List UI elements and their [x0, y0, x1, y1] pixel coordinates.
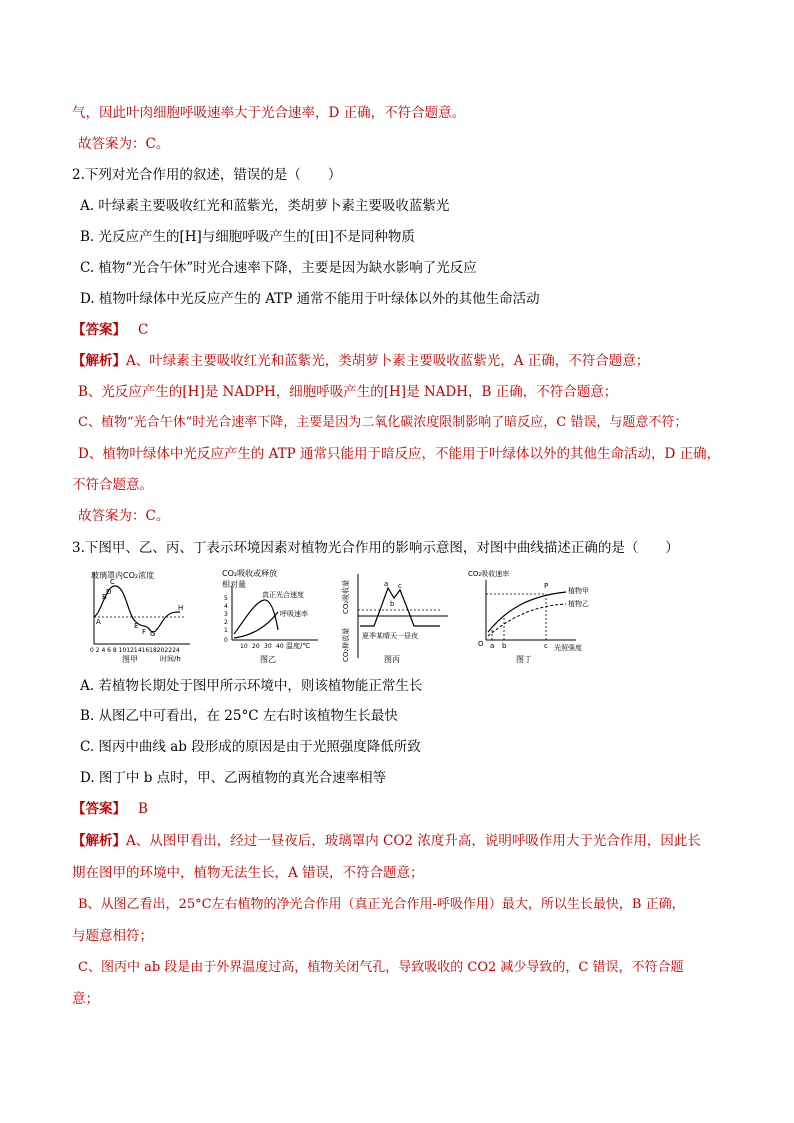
q2-option-b: B. 光反应产生的[H]与细胞呼吸产生的[田]不是同种物质	[80, 229, 415, 245]
svg-text:10: 10	[240, 643, 248, 650]
figure-row	[88, 566, 648, 668]
yi-xunit: 温度/℃	[286, 642, 311, 650]
q3-explanation-c1: C、图丙中 ab 段是由于外界温度过高，植物关闭气孔，导致吸收的 CO2 减少导致的，C 错误，不符合题	[78, 960, 684, 975]
yi-ylabel-2: 相对量	[222, 580, 246, 589]
q3-explanation-c2: 意；	[72, 991, 99, 1007]
q2-option-c: C. 植物“光合午休”时光合速率下降，主要是因为缺水影响了光反应	[80, 260, 477, 276]
bing-ylabel-bottom: CO₂释放量	[342, 627, 350, 662]
ding-point-b: b	[502, 642, 507, 650]
answer-value: B	[138, 801, 148, 817]
yi-ylabel-1: CO₂吸收或释放	[222, 569, 278, 578]
answer-summary: 故答案为：C。	[78, 136, 170, 152]
figure-ding	[466, 566, 636, 668]
answer-tag: 【答案】	[72, 322, 126, 338]
bing-caption: 图丙	[384, 655, 400, 664]
jia-point-b: B	[102, 593, 107, 601]
q2-explanation-d1: D、植物叶绿体中光反应产生的 ATP 通常只能用于暗反应，不能用于叶绿体以外的其他生命活动，D 正确，	[78, 446, 721, 462]
jia-caption: 图甲	[122, 655, 138, 664]
q2-option-a: A. 叶绿素主要吸收红光和蓝紫光，类胡萝卜素主要吸收蓝紫光	[80, 198, 450, 214]
svg-text:2: 2	[224, 619, 228, 626]
bing-point-b: b	[390, 600, 395, 608]
jia-ylabel: 玻璃罩内CO₂浓度	[91, 571, 155, 580]
q3-option-c: C. 图丙中曲线 ab 段形成的原因是由于光照强度降低所致	[80, 739, 421, 755]
q2-explanation-a: 【解析】A、叶绿素主要吸收红光和蓝紫光，类胡萝卜素主要吸收蓝紫光，A 正确，不符合题意；	[72, 353, 650, 369]
q2-option-d: D. 植物叶绿体中光反应产生的 ATP 通常不能用于叶绿体以外的其他生命活动	[80, 291, 540, 307]
q3-explanation-a1: 【解析】A、从图甲看出，经过一昼夜后，玻璃罩内 CO2 浓度升高，说明呼吸作用大于光合作用，因此长	[72, 833, 701, 849]
q3-answer	[72, 799, 148, 819]
q3-option-d: D. 图丁中 b 点时，甲、乙两植物的真光合速率相等	[80, 770, 387, 786]
q2-explanation-c: C、植物“光合午休”时光合速率下降，主要是因为二氧化碳浓度限制影响了暗反应，C 错误，与题意不符；	[78, 415, 688, 430]
ding-xunit: 光照强度	[554, 644, 582, 652]
svg-text:40: 40	[276, 643, 284, 650]
jia-point-h: H	[178, 604, 184, 612]
q3-explanation-a2: 期在图甲的环境中，植物无法生长，A 错误，不符合题意；	[72, 865, 424, 881]
answer-value: C	[138, 322, 149, 338]
yi-series-1: 真正光合速度	[262, 591, 304, 599]
yi-series-2: 呼吸速率	[280, 610, 308, 618]
answer-tag: 【答案】	[72, 801, 126, 817]
bing-ylabel-top: CO₂吸收量	[342, 579, 350, 614]
q3-option-b: B. 从图乙中可看出，在 25°C 左右时该植物生长最快	[80, 708, 398, 724]
ding-point-a: a	[490, 642, 495, 650]
ding-series-2: 植物乙	[568, 600, 589, 608]
jia-point-d: D	[106, 588, 112, 596]
bing-point-c: c	[398, 582, 402, 590]
question-2: 2.下列对光合作用的叙述，错误的是（ ）	[72, 167, 342, 183]
svg-text:30: 30	[264, 643, 272, 650]
jia-point-f: F	[142, 628, 147, 636]
yi-caption: 图乙	[260, 655, 276, 664]
q2-answer-summary: 故答案为：C。	[78, 508, 170, 524]
figure-yi	[220, 566, 332, 668]
jia-point-e: E	[134, 622, 139, 630]
svg-text:0: 0	[224, 637, 228, 644]
q2-explanation-b: B、光反应产生的[H]是 NADPH，细胞呼吸产生的[H]是 NADH，B 正确，不符合题意；	[78, 384, 618, 400]
ding-caption: 图丁	[516, 655, 532, 664]
jia-point-c: C	[110, 578, 115, 586]
jia-xunit: 时间/h	[160, 655, 181, 663]
q3-explanation-b1: B、从图乙看出，25°C左右植物的净光合作用（真正光合作用-呼吸作用）最大，所以生长最快，B 正确，	[78, 897, 685, 912]
figure-jia	[88, 566, 196, 668]
svg-text:20: 20	[252, 643, 260, 650]
bing-xlabel: 夏季某晴天一昼夜	[362, 632, 418, 640]
ding-ylabel: CO₂吸收速率	[468, 570, 510, 578]
explanation-tag: 【解析】	[72, 353, 126, 369]
jia-point-a: A	[96, 618, 101, 626]
figure-bing	[340, 566, 456, 668]
svg-text:1: 1	[224, 627, 228, 634]
q3-explanation-b2: 与题意相符；	[72, 928, 153, 944]
svg-text:5: 5	[224, 595, 228, 602]
continued-explanation: 气，因此叶肉细胞呼吸速率大于光合速率，D 正确，不符合题意。	[72, 105, 466, 121]
ding-point-p: P	[544, 582, 549, 590]
ding-series-1: 植物甲	[568, 587, 589, 595]
svg-text:3: 3	[224, 611, 228, 618]
q2-answer	[72, 320, 148, 340]
jia-point-g: G	[150, 630, 156, 638]
svg-text:4: 4	[224, 603, 228, 610]
ding-point-c: c	[544, 642, 548, 650]
q3-option-a: A. 若植物长期处于图甲所示环境中，则该植物能正常生长	[80, 678, 423, 694]
bing-point-a: a	[384, 580, 389, 588]
question-3: 3.下图甲、乙、丙、丁表示环境因素对植物光合作用的影响示意图，对图中曲线描述正确的是（ ）	[72, 540, 679, 556]
q2-explanation-d2: 不符合题意。	[72, 477, 153, 493]
jia-xticks: 0 2 4 6 8 1012141618202224	[90, 647, 180, 654]
explanation-tag: 【解析】	[72, 833, 126, 849]
ding-point-o: O	[478, 640, 484, 648]
